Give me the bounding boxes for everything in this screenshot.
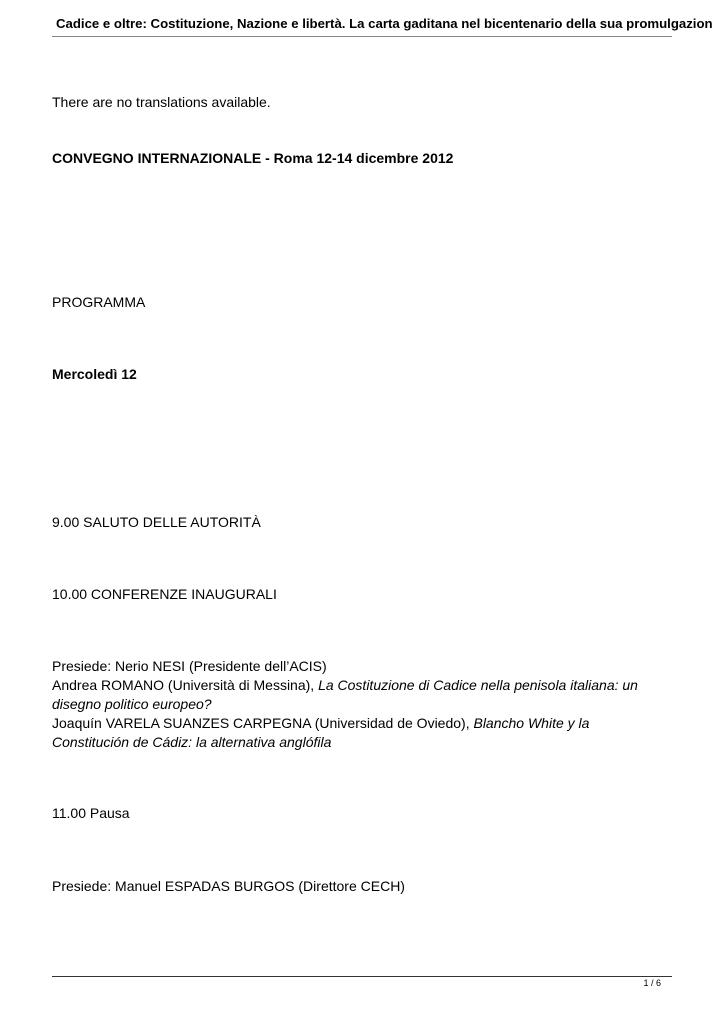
conference-title: CONVEGNO INTERNAZIONALE - Roma 12-14 dicembre 2012 bbox=[52, 150, 454, 166]
header-rule bbox=[52, 36, 672, 37]
running-header: Cadice e oltre: Costituzione, Nazione e libertà. La carta gaditana nel bicentenario della sua promulgazion bbox=[56, 16, 713, 31]
talk-title-cont: disegno politico europeo? bbox=[52, 696, 212, 712]
session-block bbox=[52, 657, 638, 752]
session-greetings: 9.00 SALUTO DELLE AUTORITÀ bbox=[52, 514, 261, 530]
speaker-line: Andrea ROMANO (Università di Messina), La Costituzione di Cadice nella penisola italiana: un bbox=[52, 677, 638, 693]
speaker-line: Joaquín VARELA SUANZES CARPEGNA (Universidad de Oviedo), Blancho White y la bbox=[52, 715, 590, 731]
chair-line: Presiede: Nerio NESI (Presidente dell’ACIS) bbox=[52, 658, 327, 674]
session-break: 11.00 Pausa bbox=[52, 805, 130, 821]
session-inaugural: 10.00 CONFERENZE INAUGURALI bbox=[52, 586, 277, 602]
page-number: 1 / 6 bbox=[643, 978, 661, 988]
day-heading: Mercoledì 12 bbox=[52, 366, 137, 382]
programme-heading: PROGRAMMA bbox=[52, 294, 146, 310]
footer-rule bbox=[52, 976, 672, 977]
no-translations-note: There are no translations available. bbox=[52, 94, 271, 110]
talk-title-cont: Constitución de Cádiz: la alternativa anglófila bbox=[52, 734, 332, 750]
chair-line: Presiede: Manuel ESPADAS BURGOS (Direttore CECH) bbox=[52, 878, 405, 894]
